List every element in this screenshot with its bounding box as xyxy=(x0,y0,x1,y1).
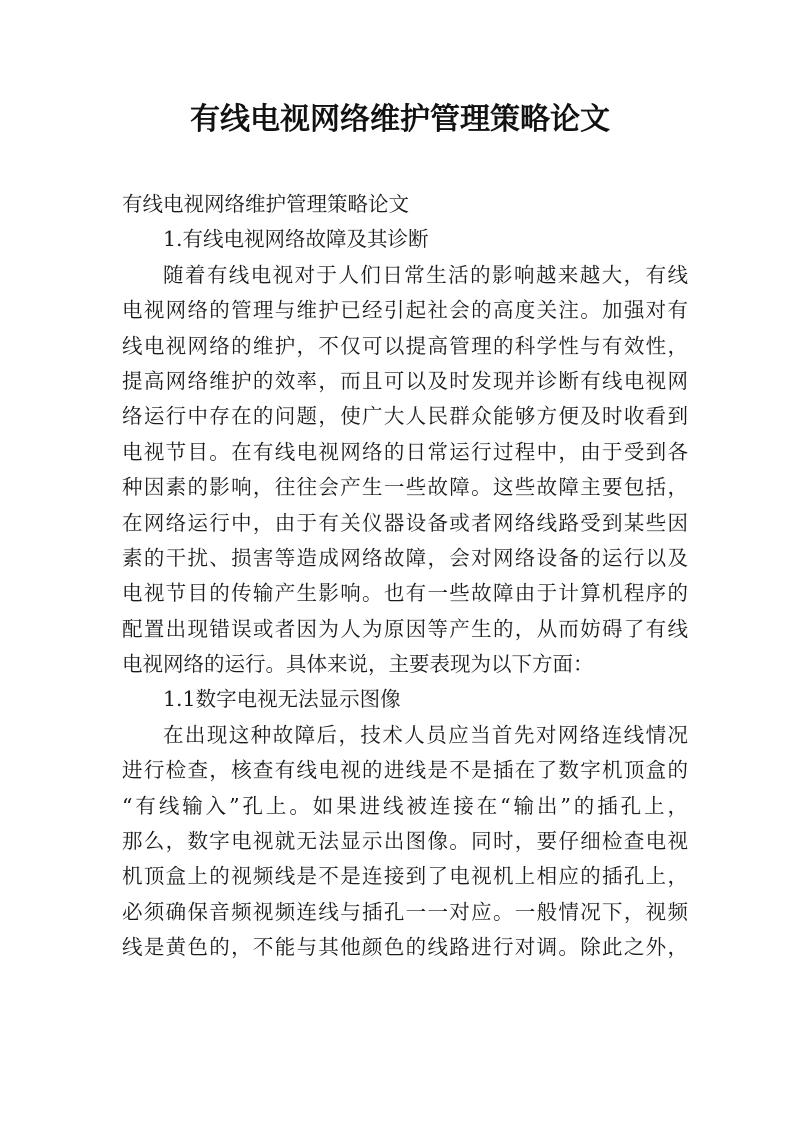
text-line: 络运行中存在的问题，使广大人民群众能够方便及时收看到 xyxy=(122,404,688,429)
text-line: 电视节目。在有线电视网络的日常运行过程中，由于受到各 xyxy=(122,439,688,464)
text-line: 提高网络维护的效率，而且可以及时发现并诊断有线电视网 xyxy=(122,368,688,393)
text-line: 在网络运行中，由于有关仪器设备或者网络线路受到某些因 xyxy=(122,510,688,535)
text-line: 必须确保音频视频连线与插孔一一对应。一般情况下，视频 xyxy=(122,899,688,924)
text-line: 配置出现错误或者因为人为原因等产生的，从而妨碍了有线 xyxy=(122,616,688,641)
text-line: 进行检查，核查有线电视的进线是不是插在了数字机顶盒的 xyxy=(122,758,688,783)
text-line: 在出现这种故障后，技术人员应当首先对网络连线情况 xyxy=(163,722,688,747)
text-line: “有线输入”孔上。如果进线被连接在“输出”的插孔上， xyxy=(122,793,688,818)
text-line: 随着有线电视对于人们日常生活的影响越来越大，有线 xyxy=(163,262,688,287)
document-body xyxy=(122,187,688,966)
text-line: 种因素的影响，往往会产生一些故障。这些故障主要包括， xyxy=(122,475,688,500)
text-line: 电视网络的管理与维护已经引起社会的高度关注。加强对有 xyxy=(122,298,688,323)
text-line: 那么，数字电视就无法显示出图像。同时，要仔细检查电视 xyxy=(122,829,688,854)
text-line: 机顶盒上的视频线是不是连接到了电视机上相应的插孔上， xyxy=(122,864,688,889)
document-title: 有线电视网络维护管理策略论文 xyxy=(190,102,610,137)
text-line: 线是黄色的，不能与其他颜色的线路进行对调。除此之外， xyxy=(122,935,688,960)
text-line: 电视节目的传输产生影响。也有一些故障由于计算机程序的 xyxy=(122,581,688,606)
text-line: 1.有线电视网络故障及其诊断 xyxy=(163,227,429,252)
text-line: 线电视网络的维护，不仅可以提高管理的科学性与有效性， xyxy=(122,333,688,358)
text-line: 有线电视网络维护管理策略论文 xyxy=(122,192,409,216)
text-line: 1.1数字电视无法显示图像 xyxy=(163,687,401,712)
text-line: 电视网络的运行。具体来说，主要表现为以下方面： xyxy=(122,652,594,677)
text-line: 素的干扰、损害等造成网络故障，会对网络设备的运行以及 xyxy=(122,545,688,570)
